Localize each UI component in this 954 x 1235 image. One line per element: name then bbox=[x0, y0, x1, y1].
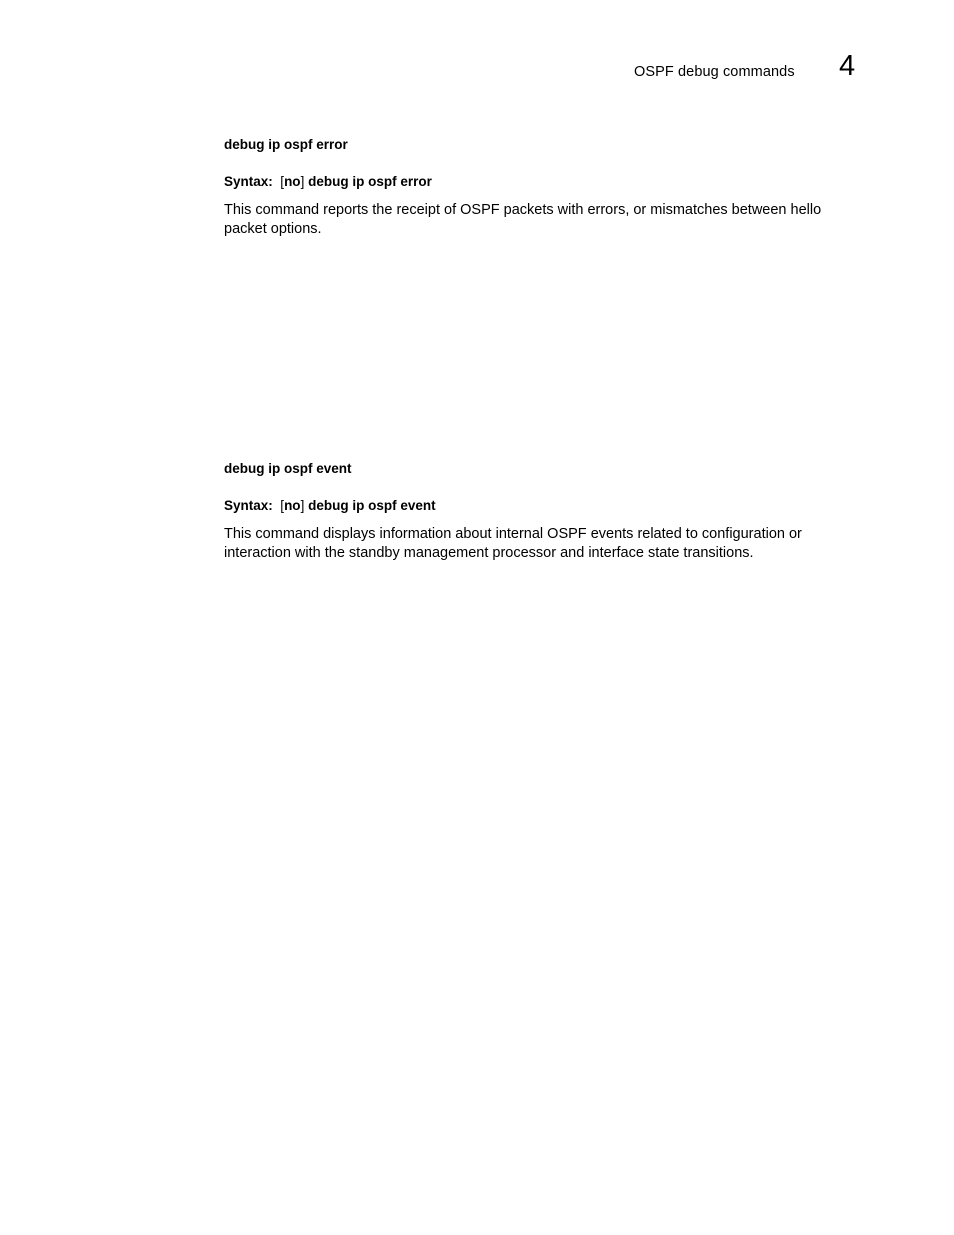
syntax-command: debug ip ospf error bbox=[308, 174, 432, 189]
command-syntax bbox=[224, 497, 844, 515]
command-syntax bbox=[224, 173, 844, 191]
command-description: This command reports the receipt of OSPF packets with errors, or mismatches between hello packet options. bbox=[224, 202, 822, 237]
syntax-bracket-close: ] bbox=[300, 498, 305, 513]
command-description: This command displays information about internal OSPF events related to configuration or interaction with the standby management processor and interface state transitions. bbox=[224, 526, 802, 561]
syntax-bracket-open: [ bbox=[280, 174, 285, 189]
syntax-command: debug ip ospf event bbox=[308, 498, 436, 513]
syntax-bracket-close: ] bbox=[300, 174, 305, 189]
chapter-number: 4 bbox=[839, 50, 856, 82]
syntax-label: Syntax: bbox=[224, 498, 273, 513]
syntax-option: no bbox=[284, 498, 301, 513]
command-block-debug-ip-ospf-event bbox=[224, 460, 844, 563]
command-heading: debug ip ospf error bbox=[224, 137, 348, 152]
command-heading: debug ip ospf event bbox=[224, 461, 352, 476]
syntax-bracket-open: [ bbox=[280, 498, 285, 513]
syntax-option: no bbox=[284, 174, 301, 189]
syntax-label: Syntax: bbox=[224, 174, 273, 189]
running-header-section-title: OSPF debug commands bbox=[634, 64, 795, 80]
command-block-debug-ip-ospf-error bbox=[224, 136, 844, 239]
